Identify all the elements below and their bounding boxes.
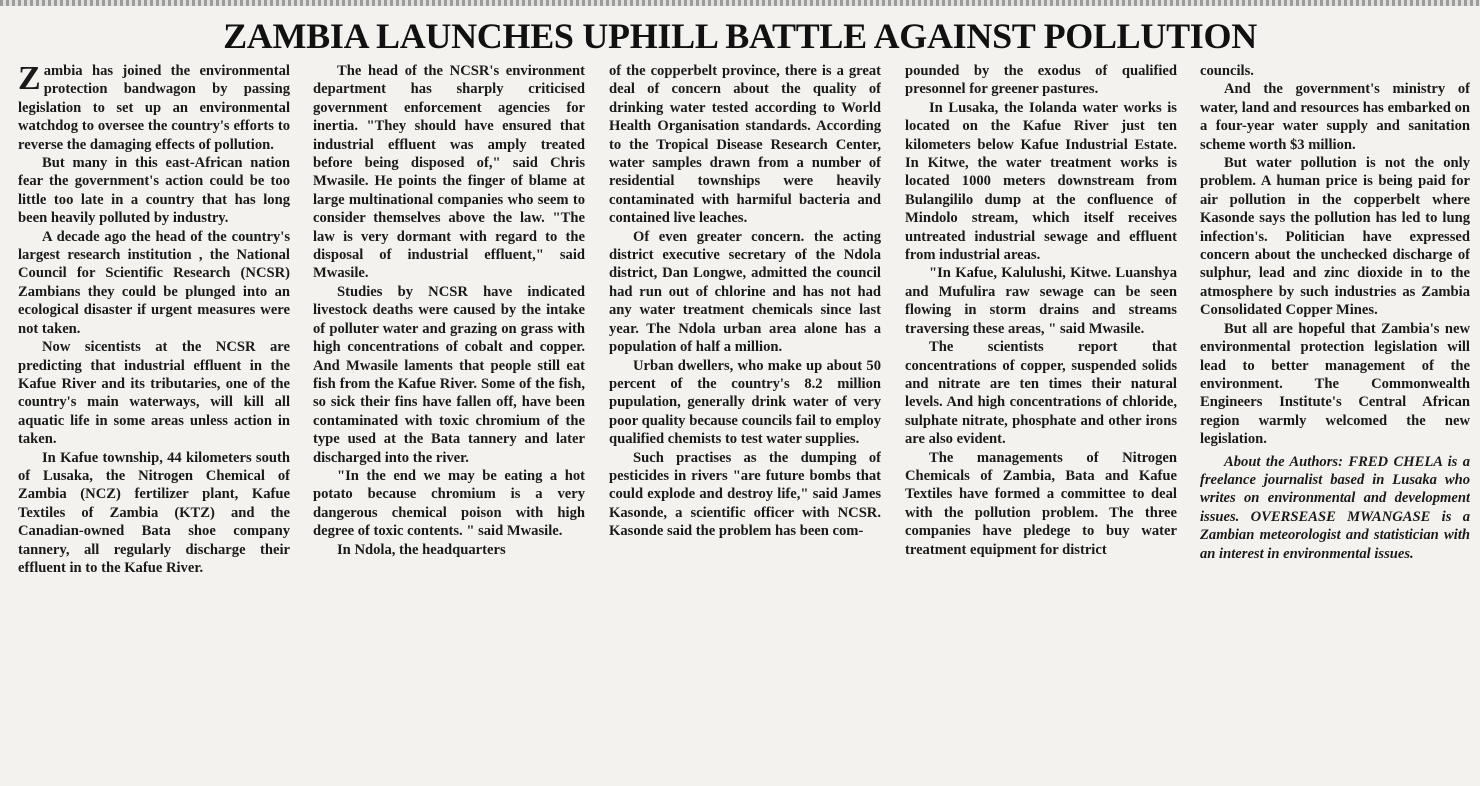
about-the-authors: About the Authors: FRED CHELA is a freelance journalist based in Lusaka who writes on environmental and development issues. OVERSEASE MWANGASE is a Zambian meteorologist and statistician with an interest in environmental issues. [1200,453,1470,562]
paragraph: The scientists report that concentrations of copper, suspended solids and nitrate are ten times their natural levels. And high concentrations of chloride, sulphate nitrate, phosphate and other irons are also evident. [905,339,1177,448]
paragraph: councils. [1200,63,1254,79]
article-column-2 [313,62,585,778]
paragraph: The head of the NCSR's environment department has sharply criticised government enforcement agencies for inertia. "They should have ensured that industrial effluent was amply treated before being disposed of," said Chris Mwasile. He points the finger of blame at large multinational companies who seem to consider themselves above the law. "The law is very dormant with regard to the disposal of industrial effluent," said Mwasile. [313,63,585,282]
article-column-1 [18,62,290,778]
article-column-5 [1200,62,1470,778]
paragraph: And the government's ministry of water, land and resources has embarked on a four-year water supply and sanitation scheme worth $3 million. [1200,81,1470,153]
paragraph: "In Kafue, Kalulushi, Kitwe. Luanshya and Mufulira raw sewage can be seen flowing in storm drains and streams traversing these areas, " said Mwasile. [905,265,1177,337]
paragraph: Now sicentists at the NCSR are predicting that industrial effluent in the Kafue River and its tributaries, one of the country's main waterways, will kill all aquatic life in some areas unless action in taken. [18,339,290,448]
paragraph: "In the end we may be eating a hot potato because chromium is a very dangerous chemical poison with high degree of toxic contents. " said Mwasile. [313,467,585,540]
paragraph: But all are hopeful that Zambia's new environmental protection legislation will lead to better management of the environment. The Commonwealth Engineers Institute's Central African region warmly welcomed the new legislation. [1200,320,1470,448]
paragraph: In Ndola, the headquarters [337,541,506,558]
paragraph: But many in this east-African nation fear the government's action could be too little too late in a country that has long been heavily polluted by industry. [18,155,290,227]
paragraph: Such practises as the dumping of pesticides in rivers "are future bombs that could explode and destroy life," said James Kasonde, a scientific officer with NCSR. Kasonde said the problem has been com- [609,449,881,540]
paragraph: Urban dwellers, who make up about 50 percent of the country's 8.2 million pupulation, generally drink water of very poor quality because councils fail to employ qualified chemists to test water supplies. [609,357,881,448]
paragraph: The managements of Nitrogen Chemicals of Zambia, Bata and Kafue Textiles have formed a committee to deal with the pollution problem. The three companies have pledege to buy water treatment equipment for district [905,449,1177,558]
paragraph: In Lusaka, the Iolanda water works is located on the Kafue River just ten kilometers below Kafue Industrial Estate. In Kitwe, the water treatment works is located 1000 meters downstream from Bulangililo dump at the confluence of Mindolo stream, which itself receives untreated industrial sewage and effluent from industrial areas. [905,99,1177,264]
paragraph: In Kafue township, 44 kilometers south of Lusaka, the Nitrogen Chemical of Zambia (NCZ) fertilizer plant, Kafue Textiles of Zambia (KTZ) and the Canadian-owned Bata shoe company tannery, all regularly discharge their effluent in to the Kafue River. [18,449,290,576]
paragraph: Zambia has joined the environmental protection bandwagon by passing legislation to set up an environmental watchdog to oversee the country's efforts to reverse the damaging effects of pollution. [18,62,290,153]
paragraph: of the copperbelt province, there is a great deal of concern about the quality of drinking water tested according to World Health Organisation standards. According to the Tropical Disease Research Center, water samples drawn from a number of residential townships were heavily contaminated with harmiful bacteria and contained live leaches. [609,63,881,227]
top-rule [0,0,1480,6]
paragraph: A decade ago the head of the country's largest research institution , the National Council for Scientific Research (NCSR) Zambians they could be plunged into an ecological disaster if urgent measures were not taken. [18,228,290,337]
paragraph: But water pollution is not the only problem. A human price is being paid for air pollution in the copperbelt where Kasonde says the pollution has led to lung infection's. Politician have expressed concern about the unchecked discharge of sulphur, lead and zinc dioxide in to the atmosphere by such industries as Zambia Consolidated Copper Mines. [1200,155,1470,319]
paragraph: pounded by the exodus of qualified presonnel for greener pastures. [905,63,1177,98]
article-column-4 [905,62,1177,778]
paragraph: Of even greater concern. the acting district executive secretary of the Ndola district, Dan Longwe, admitted the council had run out of chlorine and has not had any water treatment chemicals since last year. The Ndola urban area alone has a population of half a million. [609,228,881,356]
paragraph: Studies by NCSR have indicated livestock deaths were caused by the intake of polluter water and grazing on grass with high concentrations of cobalt and copper. And Mwasile laments that people still eat fish from the Kafue River. Some of the fish, so sick their fins have fallen off, have been contaminated with toxic chromium of the type used at the Bata tannery and later discharged into the river. [313,283,585,466]
article-column-3 [609,62,881,778]
headline: ZAMBIA LAUNCHES UPHILL BATTLE AGAINST POLLUTION [223,16,1257,56]
drop-cap: Z [18,62,41,97]
